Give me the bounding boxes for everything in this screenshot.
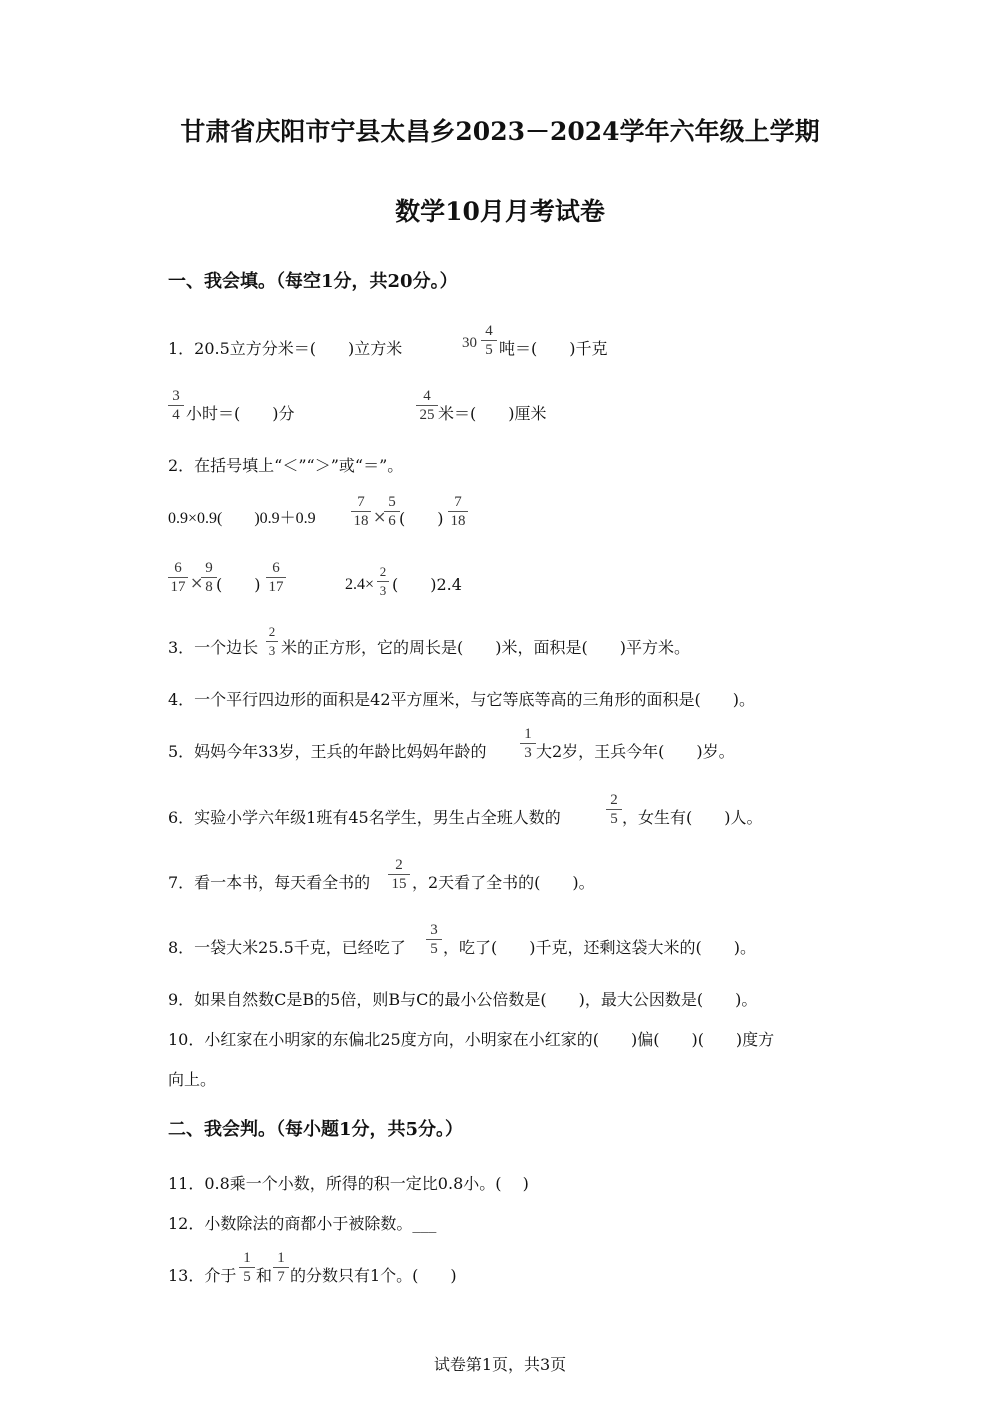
q10-line-2: 向上。 <box>168 1070 217 1089</box>
q8-suffix: ，吃了( )千克，还剩这袋大米的( )。 <box>443 938 756 957</box>
q2-b-fraction-1 <box>351 494 371 529</box>
q3-fraction <box>266 624 278 659</box>
times-sign: × <box>190 573 204 592</box>
q5-fraction <box>520 726 536 761</box>
q5-prefix: 5．妈妈今年33岁，王兵的年龄比妈妈年龄的 <box>168 742 487 761</box>
q1-part-b: 吨＝( )千克 <box>499 339 608 358</box>
q1-part-d: 米＝( )厘米 <box>438 404 547 423</box>
denominator: 7 <box>277 1269 285 1285</box>
q7-fraction <box>388 857 410 892</box>
q6-prefix: 6．实验小学六年级1班有45名学生，男生占全班人数的 <box>168 808 561 827</box>
q11: 11．0.8乘一个小数，所得的积一定比0.8小。( ) <box>168 1174 529 1193</box>
numerator: 2 <box>610 792 618 808</box>
q1-c-fraction <box>168 388 184 423</box>
numerator: 7 <box>454 494 462 510</box>
q10-line-1: 10．小红家在小明家的东偏北25度方向，小明家在小红家的( )偏( )( )度方 <box>168 1030 775 1049</box>
q2-instruction: 2．在括号填上“＜”“＞”或“＝”。 <box>168 456 404 475</box>
numerator: 2 <box>379 564 387 579</box>
denominator: 8 <box>205 579 213 595</box>
q2-b-fraction-2 <box>384 494 400 529</box>
page-subtitle: 数学10月月考试卷 <box>395 197 605 226</box>
section-1-heading: 一、我会填。（每空1分，共20分。） <box>168 271 458 292</box>
q1-b-integer: 30 <box>462 335 477 351</box>
numerator: 3 <box>430 922 438 938</box>
q2-b-blank: ( ) <box>399 509 444 528</box>
q2-part-a: 0.9×0.9( )0.9＋0.9 <box>168 510 316 527</box>
q8-prefix: 8．一袋大米25.5千克，已经吃了 <box>168 938 406 957</box>
q13-fraction-2 <box>273 1250 289 1285</box>
denominator: 5 <box>485 342 493 358</box>
q12: 12．小数除法的商都小于被除数。___ <box>168 1214 437 1233</box>
denominator: 4 <box>172 407 180 423</box>
q9: 9．如果自然数C是B的5倍，则B与C的最小公倍数是( )，最大公因数是( )。 <box>168 990 758 1009</box>
numerator: 1 <box>524 726 532 742</box>
page-title: 甘肃省庆阳市宁县太昌乡2023－2024学年六年级上学期 <box>180 117 820 146</box>
numerator: 3 <box>172 388 180 404</box>
q3-suffix: 米的正方形，它的周长是( )米，面积是( )平方米。 <box>281 638 690 657</box>
q2-c-blank: ( ) <box>216 575 261 594</box>
q13-fraction-1 <box>239 1250 255 1285</box>
q13-suffix: 的分数只有1个。( ) <box>290 1266 457 1285</box>
numerator: 6 <box>174 560 182 576</box>
q5-suffix: 大2岁，王兵今年( )岁。 <box>536 742 735 761</box>
denominator: 3 <box>524 745 532 761</box>
q1-part-a: 1．20.5立方分米＝( )立方米 <box>168 339 403 358</box>
q2-c-fraction-2 <box>201 560 217 595</box>
numerator: 4 <box>485 323 493 339</box>
denominator: 25 <box>419 407 435 423</box>
q7-prefix: 7．看一本书，每天看全书的 <box>168 873 371 892</box>
page-footer: 试卷第1页，共3页 <box>433 1355 567 1374</box>
q3-prefix: 3．一个边长 <box>168 638 259 657</box>
numerator: 5 <box>388 494 396 510</box>
numerator: 1 <box>277 1250 285 1266</box>
q7-suffix: ，2天看了全书的( )。 <box>412 873 595 892</box>
numerator: 4 <box>423 388 431 404</box>
q6-fraction <box>606 792 622 827</box>
q8-fraction <box>426 922 442 957</box>
denominator: 17 <box>170 579 186 595</box>
denominator: 6 <box>388 513 396 529</box>
numerator: 1 <box>243 1250 251 1266</box>
q2-d-fraction <box>377 564 389 599</box>
denominator: 17 <box>268 579 284 595</box>
denominator: 18 <box>450 513 466 529</box>
numerator: 9 <box>205 560 213 576</box>
denominator: 5 <box>610 811 618 827</box>
q4: 4．一个平行四边形的面积是42平方厘米，与它等底等高的三角形的面积是( )。 <box>168 690 756 709</box>
denominator: 5 <box>243 1269 251 1285</box>
q6-suffix: ，女生有( )人。 <box>622 808 763 827</box>
denominator: 3 <box>268 643 276 658</box>
times-sign: × <box>373 507 387 526</box>
q2-c-fraction-3 <box>266 560 286 595</box>
section-2-heading: 二、我会判。（每小题1分，共5分。） <box>168 1119 464 1140</box>
q1-part-c: 小时＝( )分 <box>186 404 295 423</box>
denominator: 15 <box>391 876 407 892</box>
q2-c-fraction-1 <box>168 560 188 595</box>
q2-b-fraction-3 <box>448 494 468 529</box>
denominator: 3 <box>379 583 387 598</box>
q1-d-fraction <box>416 388 438 423</box>
q2-d-suffix: ( )2.4 <box>392 575 462 594</box>
q13-middle: 和 <box>256 1266 273 1285</box>
numerator: 7 <box>357 494 365 510</box>
numerator: 2 <box>395 857 403 873</box>
numerator: 6 <box>272 560 280 576</box>
numerator: 2 <box>268 624 276 639</box>
q13-prefix: 13．介于 <box>168 1266 237 1285</box>
q2-d-prefix: 2.4× <box>345 576 375 593</box>
denominator: 5 <box>430 941 438 957</box>
q1-b-fraction <box>481 323 497 358</box>
denominator: 18 <box>353 513 369 529</box>
